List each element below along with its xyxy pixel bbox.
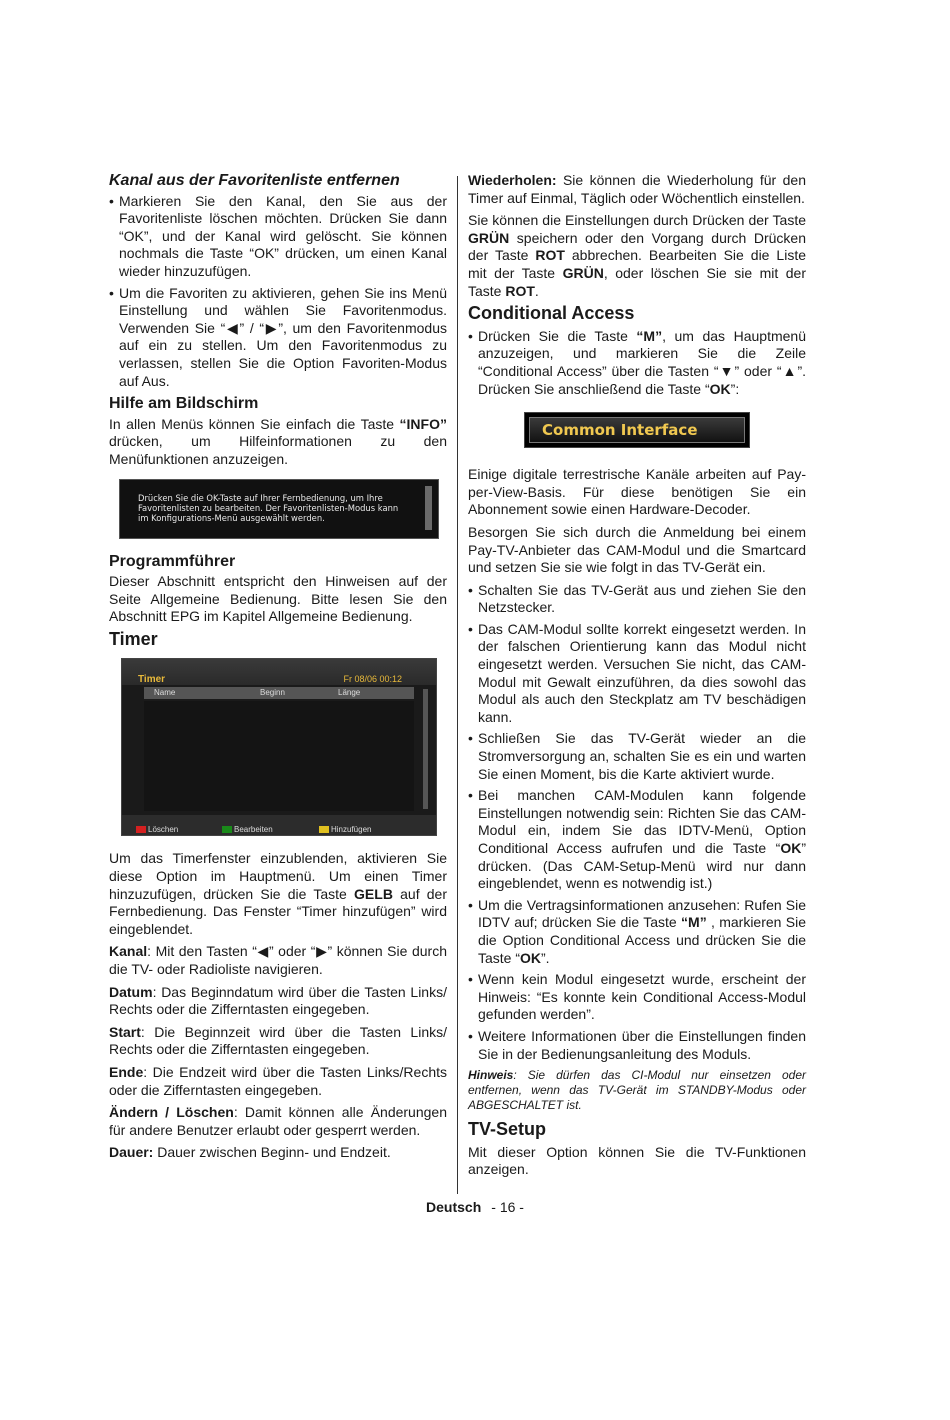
common-interface-button: Common Interface [529,417,745,443]
list-item: • Markieren Sie den Kanal, den Sie aus der Favoritenliste löschen möchten. Drücken Sie dann “OK”, und der Kanal wird gelöscht. Sie können nochmals die Taste “OK” drücken, um einen Kanal wieder hinzuzufügen. [109,193,447,281]
list-item: • Schließen Sie das TV-Gerät wieder an die Stromversorgung an, schalten Sie es ein und warten Sie einen Moment, bis die Karte aktiviert wurde. [468,730,806,783]
yellow-key-icon [319,826,329,833]
list-item: • Wenn kein Modul eingesetzt wurde, erscheint der Hinweis: “Es konnte kein Conditional Access-Modul gefunden werden”. [468,971,806,1024]
key-yellow: Hinzufügen [319,821,371,839]
start-paragraph: Start: Die Beginnzeit wird über die Tasten Links/ Rechts oder die Zifferntasten eingegeben. [109,1023,447,1058]
cam-list [468,582,806,1063]
help-screenshot [119,479,439,539]
timer-footer [122,815,436,835]
right-column [468,172,806,1184]
key-green: Bearbeiten [222,821,273,839]
wiederholen-paragraph: Wiederholen: Sie können die Wiederholung für den Timer auf Einmal, Täglich oder Wöchentlich einstellen. [468,172,806,206]
heading-kanal-entfernen: Kanal aus der Favoritenliste entfernen [109,172,400,189]
col-length: Länge [338,688,361,698]
list-item: • Um die Vertragsinformationen anzusehen: Rufen Sie IDTV auf; drücken Sie die Taste “M” , markieren Sie die Option Conditional Access und drücken Sie die Taste “OK”. [468,897,806,967]
einstellungen-paragraph: Sie können die Einstellungen durch Drücken der Taste GRÜN speichern oder den Vorgang durch Drücken der Taste ROT abbrechen. Bearbeiten Sie die Liste mit der Taste GRÜN, oder löschen Sie sie mit der Taste ROT. [468,212,806,299]
list-item: • Drücken Sie die Taste “M”, um das Hauptmenü anzuzeigen, und markieren Sie die Zeile “Conditional Access” über die Tasten “▼” oder “▲”. Drücken Sie anschließend die Taste “OK”: [468,328,806,398]
help-scrollbar [425,486,432,530]
hinweis-note: Hinweis: Sie dürfen das CI-Modul nur einsetzen oder entfernen, wenn das TV-Gerät im STANDBY-Modus oder ABGESCHALTET ist. [468,1068,806,1113]
green-key-icon [222,826,232,833]
page-footer [0,1199,950,1215]
heading-hilfe: Hilfe am Bildschirm [109,395,259,413]
hilfe-paragraph: In allen Menüs können Sie einfach die Taste “INFO” drücken, um Hilfeinformationen zu den Menüfunktionen anzuzeigen. [109,415,447,467]
dauer-paragraph: Dauer: Dauer zwischen Beginn- und Endzeit. [109,1144,391,1161]
datum-paragraph: Datum: Das Beginndatum wird über die Tasten Links/ Rechts oder die Zifferntasten eingegeben. [109,983,447,1018]
aendern-paragraph: Ändern / Löschen: Damit können alle Änderungen für andere Benutzer erlaubt oder gesperrt werden. [109,1104,447,1138]
heading-timer: Timer [109,628,158,649]
red-key-icon [136,826,146,833]
left-column [109,172,447,1167]
col-name: Name [154,688,176,698]
list-item: • Schalten Sie das TV-Gerät aus und ziehen Sie den Netzstecker. [468,582,806,617]
timer-screen-date: Fr 08/06 00:12 [343,674,402,685]
common-interface-screenshot [524,412,750,448]
pay-paragraph: Einige digitale terrestrische Kanäle arbeiten auf Pay-per-View-Basis. Für diese benötigen Sie ein Abonnement sowie einen Hardware-Decoder. [468,466,806,518]
heading-programmfuehrer: Programmführer [109,552,236,570]
col-begin: Beginn [260,688,285,698]
prog-paragraph: Dieser Abschnitt entspricht den Hinweisen auf der Seite Allgemeine Bedienung. Bitte lesen Sie den Abschnitt EPG im Kapitel Allgemeine Bedienung. [109,573,447,625]
column-divider [457,176,458,1194]
kanal-list [109,193,447,391]
heading-conditional-access: Conditional Access [468,303,635,324]
ca-list [468,328,806,398]
timer-screenshot [121,658,437,836]
timer-scrollbar [423,689,428,809]
footer-language: Deutsch [426,1199,482,1215]
list-item: • Das CAM-Modul sollte korrekt eingesetzt werden. In der falschen Orientierung kann das Modul nicht eingesetzt werden. Versuchen Sie nicht, das CAM-Modul mit Gewalt einzuführen, da dies sowohl das Modul als auch den Steckplatz am TV beschädigen kann. [468,621,806,727]
ende-paragraph: Ende: Die Endzeit wird über die Tasten Links/Rechts oder die Zifferntasten eingegeben. [109,1064,447,1098]
list-item: • Weitere Informationen über die Einstellungen finden Sie in der Bedienungsanleitung des Moduls. [468,1028,806,1063]
key-red: Löschen [136,821,178,839]
list-item: • Um die Favoriten zu aktivieren, gehen Sie ins Menü Einstellung und wählen Sie Favoritenmodus. Verwenden Sie “◀” / “▶”, um den Favoritenmodus auf ein zu stellen. Um den Favoritenmodus zu verlassen, stellen Sie die Option Favoriten-Modus auf Aus. [109,285,447,391]
list-item: • Bei manchen CAM-Modulen kann folgende Einstellungen notwendig sein: Richten Sie das CAM-Modul ein, indem Sie das IDTV-Menü, Option Conditional Access aufrufen und die Taste “OK” drücken. (Das CAM-Setup-Menü wird nur dann eingeblendet, wenn es notwendig ist.) [468,787,806,893]
page-number: - 16 - [491,1199,524,1215]
cam-paragraph: Besorgen Sie sich durch die Anmeldung bei einem Pay-TV-Anbieter das CAM-Modul und die Smartcard und setzen Sie sie wie folgt in das TV-Gerät ein. [468,523,806,576]
timer-list [144,701,414,811]
timer-screen-title: Timer [138,674,166,686]
help-screenshot-text: Drücken Sie die OK-Taste auf Ihrer Fernbedienung, um Ihre Favoritenlisten zu bearbeiten. Der Favoritenlisten-Modus kann im Konfigurations-Menü ausgewählt werden. [138,492,399,523]
kanal-paragraph: Kanal: Mit den Tasten “◀” oder “▶” können Sie durch die TV- oder Radioliste navigieren. [109,943,447,978]
timer-table-header [144,687,414,699]
heading-tv-setup: TV-Setup [468,1119,547,1140]
tv-setup-paragraph: Mit dieser Option können Sie die TV-Funktionen anzeigen. [468,1143,806,1178]
timer-paragraph: Um das Timerfenster einzublenden, aktivieren Sie diese Option im Hauptmenü. Um einen Timer hinzuzufügen, drücken Sie die Taste GELB auf der Fernbedienung. Das Fenster “Timer hinzufügen” wird eingeblendet. [109,850,448,937]
